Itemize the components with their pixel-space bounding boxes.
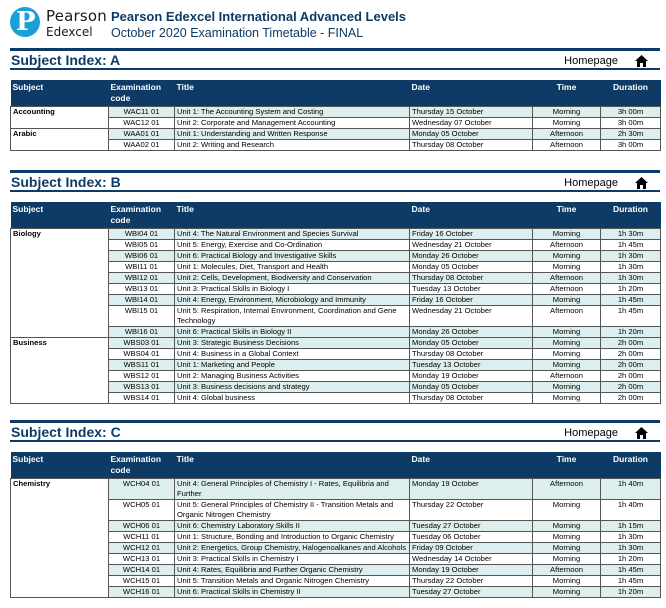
exam-code-cell: WCH12 01 <box>109 543 175 554</box>
table-row <box>11 479 661 500</box>
unit-title-cell: Unit 1: Molecules, Diet, Transport and Health <box>175 262 410 273</box>
duration-cell: 1h 30m <box>601 229 661 240</box>
subject-cell <box>11 371 109 382</box>
table-row <box>11 543 661 554</box>
time-cell: Morning <box>533 107 601 118</box>
col-duration: Duration <box>601 202 661 229</box>
timetable-table <box>10 80 661 151</box>
time-cell: Afternoon <box>533 284 601 295</box>
duration-cell: 1h 40m <box>601 500 661 521</box>
unit-title-cell: Unit 1: Marketing and People <box>175 360 410 371</box>
col-duration: Duration <box>601 80 661 107</box>
document-subtitle: October 2020 Examination Timetable - FINAL <box>111 26 364 40</box>
table-row <box>11 262 661 273</box>
section-a <box>10 48 660 151</box>
date-cell: Monday 19 October <box>410 565 533 576</box>
table-row <box>11 338 661 349</box>
table-row <box>11 140 661 151</box>
col-title: Title <box>175 452 410 479</box>
time-cell: Afternoon <box>533 479 601 500</box>
table-row <box>11 360 661 371</box>
date-cell: Tuesday 13 October <box>410 360 533 371</box>
unit-title-cell: Unit 5: Transition Metals and Organic Nitrogen Chemistry <box>175 576 410 587</box>
unit-title-cell: Unit 1: Understanding and Written Response <box>175 129 410 140</box>
subject-cell: Chemistry <box>11 479 109 500</box>
date-cell: Tuesday 27 October <box>410 587 533 598</box>
subject-cell <box>11 565 109 576</box>
date-cell: Tuesday 27 October <box>410 521 533 532</box>
duration-cell: 1h 20m <box>601 327 661 338</box>
col-code-line2: code <box>110 93 131 103</box>
duration-cell: 1h 45m <box>601 565 661 576</box>
table-row <box>11 306 661 327</box>
unit-title-cell: Unit 3: Business decisions and strategy <box>175 382 410 393</box>
table-header-row <box>11 202 661 229</box>
table-row <box>11 521 661 532</box>
time-cell: Morning <box>533 543 601 554</box>
duration-cell: 1h 30m <box>601 251 661 262</box>
time-cell: Morning <box>533 576 601 587</box>
time-cell: Morning <box>533 118 601 129</box>
unit-title-cell: Unit 2: Cells, Development, Biodiversity and Conservation <box>175 273 410 284</box>
unit-title-cell: Unit 4: Global business <box>175 393 410 404</box>
unit-title-cell: Unit 1: Structure, Bonding and Introduction to Organic Chemistry <box>175 532 410 543</box>
time-cell: Afternoon <box>533 565 601 576</box>
unit-title-cell: Unit 4: Energy, Environment, Microbiology and Immunity <box>175 295 410 306</box>
time-cell: Morning <box>533 393 601 404</box>
exam-code-cell: WBI04 01 <box>109 229 175 240</box>
subject-cell <box>11 306 109 327</box>
table-row <box>11 532 661 543</box>
subject-cell <box>11 273 109 284</box>
section-spacer <box>10 70 660 80</box>
duration-cell: 2h 00m <box>601 338 661 349</box>
date-cell: Monday 05 October <box>410 129 533 140</box>
table-row <box>11 251 661 262</box>
table-row <box>11 327 661 338</box>
subject-cell <box>11 251 109 262</box>
exam-code-cell: WBI11 01 <box>109 262 175 273</box>
col-subject: Subject <box>11 452 109 479</box>
time-cell: Morning <box>533 327 601 338</box>
date-cell: Monday 19 October <box>410 479 533 500</box>
col-code-line1: Examination <box>110 82 162 92</box>
table-row <box>11 500 661 521</box>
subject-cell <box>11 532 109 543</box>
subject-cell <box>11 554 109 565</box>
unit-title-cell: Unit 6: Practical Skills in Chemistry II <box>175 587 410 598</box>
table-row <box>11 554 661 565</box>
exam-code-cell: WBI05 01 <box>109 240 175 251</box>
col-subject: Subject <box>11 202 109 229</box>
timetable-table <box>10 202 661 404</box>
duration-cell: 1h 20m <box>601 554 661 565</box>
section-spacer <box>10 192 660 202</box>
time-cell: Morning <box>533 500 601 521</box>
table-row <box>11 576 661 587</box>
homepage-link[interactable]: Homepage <box>564 177 618 189</box>
col-code-line1: Examination <box>110 454 162 464</box>
subject-cell <box>11 393 109 404</box>
time-cell: Morning <box>533 360 601 371</box>
duration-cell: 1h 40m <box>601 479 661 500</box>
table-row <box>11 587 661 598</box>
subject-cell <box>11 587 109 598</box>
subject-cell: Biology <box>11 229 109 240</box>
subject-cell <box>11 500 109 521</box>
exam-code-cell: WBI12 01 <box>109 273 175 284</box>
col-code-line2: code <box>110 465 131 475</box>
subject-cell: Business <box>11 338 109 349</box>
date-cell: Wednesday 14 October <box>410 554 533 565</box>
duration-cell: 2h 00m <box>601 393 661 404</box>
section-spacer <box>10 442 660 452</box>
unit-title-cell: Unit 3: Strategic Business Decisions <box>175 338 410 349</box>
exam-code-cell: WCH05 01 <box>109 500 175 521</box>
subject-cell: Accounting <box>11 107 109 118</box>
subject-cell: Arabic <box>11 129 109 140</box>
section-title: Subject Index: B <box>11 174 121 190</box>
section-title: Subject Index: C <box>11 424 121 440</box>
subject-cell <box>11 295 109 306</box>
unit-title-cell: Unit 5: Energy, Exercise and Co-Ordination <box>175 240 410 251</box>
home-icon[interactable] <box>635 426 648 438</box>
section-heading-bar <box>10 170 660 192</box>
table-row <box>11 284 661 295</box>
time-cell: Afternoon <box>533 129 601 140</box>
subject-cell <box>11 284 109 295</box>
subject-cell <box>11 140 109 151</box>
exam-code-cell: WAC11 01 <box>109 107 175 118</box>
duration-cell: 2h 00m <box>601 371 661 382</box>
time-cell: Morning <box>533 587 601 598</box>
table-header-row <box>11 80 661 107</box>
section-b <box>10 170 660 404</box>
duration-cell: 1h 45m <box>601 295 661 306</box>
col-date: Date <box>410 202 533 229</box>
col-code-line2: code <box>110 215 131 225</box>
col-title: Title <box>175 80 410 107</box>
exam-code-cell: WCH13 01 <box>109 554 175 565</box>
date-cell: Thursday 08 October <box>410 273 533 284</box>
date-cell: Thursday 08 October <box>410 140 533 151</box>
date-cell: Friday 16 October <box>410 229 533 240</box>
exam-code-cell: WBS03 01 <box>109 338 175 349</box>
table-row <box>11 295 661 306</box>
unit-title-cell: Unit 5: Respiration, Internal Environment, Coordination and Gene Technology <box>175 306 410 327</box>
home-icon[interactable] <box>635 54 648 66</box>
duration-cell: 2h 00m <box>601 360 661 371</box>
col-code <box>109 202 175 229</box>
time-cell: Afternoon <box>533 371 601 382</box>
duration-cell: 1h 45m <box>601 576 661 587</box>
time-cell: Morning <box>533 521 601 532</box>
col-code <box>109 452 175 479</box>
logo-sub: Edexcel <box>46 25 93 39</box>
date-cell: Monday 05 October <box>410 382 533 393</box>
exam-code-cell: WCH06 01 <box>109 521 175 532</box>
time-cell: Morning <box>533 532 601 543</box>
subject-cell <box>11 262 109 273</box>
time-cell: Afternoon <box>533 306 601 327</box>
date-cell: Thursday 08 October <box>410 349 533 360</box>
duration-cell: 1h 30m <box>601 532 661 543</box>
unit-title-cell: Unit 3: Practical Skills in Chemistry I <box>175 554 410 565</box>
date-cell: Wednesday 21 October <box>410 240 533 251</box>
time-cell: Afternoon <box>533 273 601 284</box>
subject-cell <box>11 382 109 393</box>
date-cell: Thursday 22 October <box>410 576 533 587</box>
time-cell: Morning <box>533 338 601 349</box>
table-row <box>11 107 661 118</box>
exam-code-cell: WAC12 01 <box>109 118 175 129</box>
table-row <box>11 393 661 404</box>
table-row <box>11 129 661 140</box>
col-time: Time <box>533 80 601 107</box>
exam-code-cell: WBS11 01 <box>109 360 175 371</box>
table-row <box>11 273 661 284</box>
col-time: Time <box>533 452 601 479</box>
exam-code-cell: WAA01 01 <box>109 129 175 140</box>
unit-title-cell: Unit 6: Practical Biology and Investigative Skills <box>175 251 410 262</box>
table-header-row <box>11 452 661 479</box>
col-title: Title <box>175 202 410 229</box>
col-date: Date <box>410 80 533 107</box>
table-row <box>11 240 661 251</box>
time-cell: Afternoon <box>533 240 601 251</box>
table-row <box>11 229 661 240</box>
homepage-link[interactable]: Homepage <box>564 55 618 67</box>
time-cell: Morning <box>533 262 601 273</box>
exam-code-cell: WBS14 01 <box>109 393 175 404</box>
table-row <box>11 371 661 382</box>
unit-title-cell: Unit 2: Managing Business Activities <box>175 371 410 382</box>
timetable-table <box>10 452 661 598</box>
exam-code-cell: WBI16 01 <box>109 327 175 338</box>
duration-cell: 3h 00m <box>601 118 661 129</box>
duration-cell: 2h 30m <box>601 129 661 140</box>
time-cell: Afternoon <box>533 140 601 151</box>
subject-cell <box>11 349 109 360</box>
col-subject: Subject <box>11 80 109 107</box>
time-cell: Morning <box>533 382 601 393</box>
duration-cell: 1h 15m <box>601 521 661 532</box>
duration-cell: 3h 00m <box>601 140 661 151</box>
duration-cell: 2h 00m <box>601 349 661 360</box>
date-cell: Monday 26 October <box>410 251 533 262</box>
subject-cell <box>11 240 109 251</box>
home-icon[interactable] <box>635 176 648 188</box>
exam-code-cell: WBI13 01 <box>109 284 175 295</box>
table-row <box>11 565 661 576</box>
homepage-link[interactable]: Homepage <box>564 427 618 439</box>
exam-code-cell: WCH04 01 <box>109 479 175 500</box>
date-cell: Thursday 08 October <box>410 393 533 404</box>
unit-title-cell: Unit 2: Writing and Research <box>175 140 410 151</box>
unit-title-cell: Unit 2: Corporate and Management Accounting <box>175 118 410 129</box>
col-date: Date <box>410 452 533 479</box>
unit-title-cell: Unit 4: The Natural Environment and Species Survival <box>175 229 410 240</box>
exam-code-cell: WCH11 01 <box>109 532 175 543</box>
page-header <box>0 0 666 46</box>
pearson-logo-letter: P <box>16 7 36 37</box>
exam-code-cell: WCH14 01 <box>109 565 175 576</box>
exam-code-cell: WBI06 01 <box>109 251 175 262</box>
section-heading-bar <box>10 420 660 442</box>
section-title: Subject Index: A <box>11 52 121 68</box>
unit-title-cell: Unit 1: The Accounting System and Costing <box>175 107 410 118</box>
unit-title-cell: Unit 6: Practical Skills in Biology II <box>175 327 410 338</box>
time-cell: Morning <box>533 349 601 360</box>
unit-title-cell: Unit 5: General Principles of Chemistry II - Transition Metals and Organic Nitrogen Chemistry <box>175 500 410 521</box>
time-cell: Morning <box>533 554 601 565</box>
exam-code-cell: WCH16 01 <box>109 587 175 598</box>
col-time: Time <box>533 202 601 229</box>
section-c <box>10 420 660 598</box>
date-cell: Wednesday 21 October <box>410 306 533 327</box>
duration-cell: 1h 45m <box>601 306 661 327</box>
document-title: Pearson Edexcel International Advanced Levels <box>111 9 407 24</box>
exam-code-cell: WBI14 01 <box>109 295 175 306</box>
pearson-logo <box>10 5 107 41</box>
duration-cell: 1h 20m <box>601 587 661 598</box>
time-cell: Morning <box>533 251 601 262</box>
date-cell: Tuesday 06 October <box>410 532 533 543</box>
duration-cell: 1h 30m <box>601 262 661 273</box>
subject-cell <box>11 327 109 338</box>
unit-title-cell: Unit 4: Rates, Equilibria and Further Organic Chemistry <box>175 565 410 576</box>
duration-cell: 1h 30m <box>601 273 661 284</box>
exam-code-cell: WAA02 01 <box>109 140 175 151</box>
duration-cell: 1h 30m <box>601 543 661 554</box>
exam-code-cell: WBI15 01 <box>109 306 175 327</box>
duration-cell: 3h 00m <box>601 107 661 118</box>
time-cell: Morning <box>533 295 601 306</box>
table-row <box>11 349 661 360</box>
unit-title-cell: Unit 4: Business in a Global Context <box>175 349 410 360</box>
subject-cell <box>11 543 109 554</box>
exam-code-cell: WBS12 01 <box>109 371 175 382</box>
date-cell: Monday 05 October <box>410 338 533 349</box>
duration-cell: 1h 20m <box>601 284 661 295</box>
date-cell: Monday 26 October <box>410 327 533 338</box>
subject-cell <box>11 360 109 371</box>
date-cell: Monday 05 October <box>410 262 533 273</box>
exam-code-cell: WCH15 01 <box>109 576 175 587</box>
duration-cell: 1h 45m <box>601 240 661 251</box>
subject-cell <box>11 576 109 587</box>
col-duration: Duration <box>601 452 661 479</box>
table-row <box>11 118 661 129</box>
section-heading-bar <box>10 48 660 70</box>
table-row <box>11 382 661 393</box>
subject-cell <box>11 118 109 129</box>
date-cell: Friday 09 October <box>410 543 533 554</box>
exam-code-cell: WBS04 01 <box>109 349 175 360</box>
date-cell: Tuesday 13 October <box>410 284 533 295</box>
col-code-line1: Examination <box>110 204 162 214</box>
col-code <box>109 80 175 107</box>
date-cell: Monday 19 October <box>410 371 533 382</box>
date-cell: Thursday 15 October <box>410 107 533 118</box>
date-cell: Thursday 22 October <box>410 500 533 521</box>
unit-title-cell: Unit 2: Energetics, Group Chemistry, Halogenoalkanes and Alcohols <box>175 543 410 554</box>
duration-cell: 2h 00m <box>601 382 661 393</box>
date-cell: Wednesday 07 October <box>410 118 533 129</box>
unit-title-cell: Unit 4: General Principles of Chemistry I - Rates, Equilibria and Further <box>175 479 410 500</box>
unit-title-cell: Unit 6: Chemistry Laboratory Skills II <box>175 521 410 532</box>
date-cell: Friday 16 October <box>410 295 533 306</box>
time-cell: Morning <box>533 229 601 240</box>
exam-code-cell: WBS13 01 <box>109 382 175 393</box>
unit-title-cell: Unit 3: Practical Skills in Biology I <box>175 284 410 295</box>
logo-brand: Pearson <box>46 7 107 25</box>
subject-cell <box>11 521 109 532</box>
